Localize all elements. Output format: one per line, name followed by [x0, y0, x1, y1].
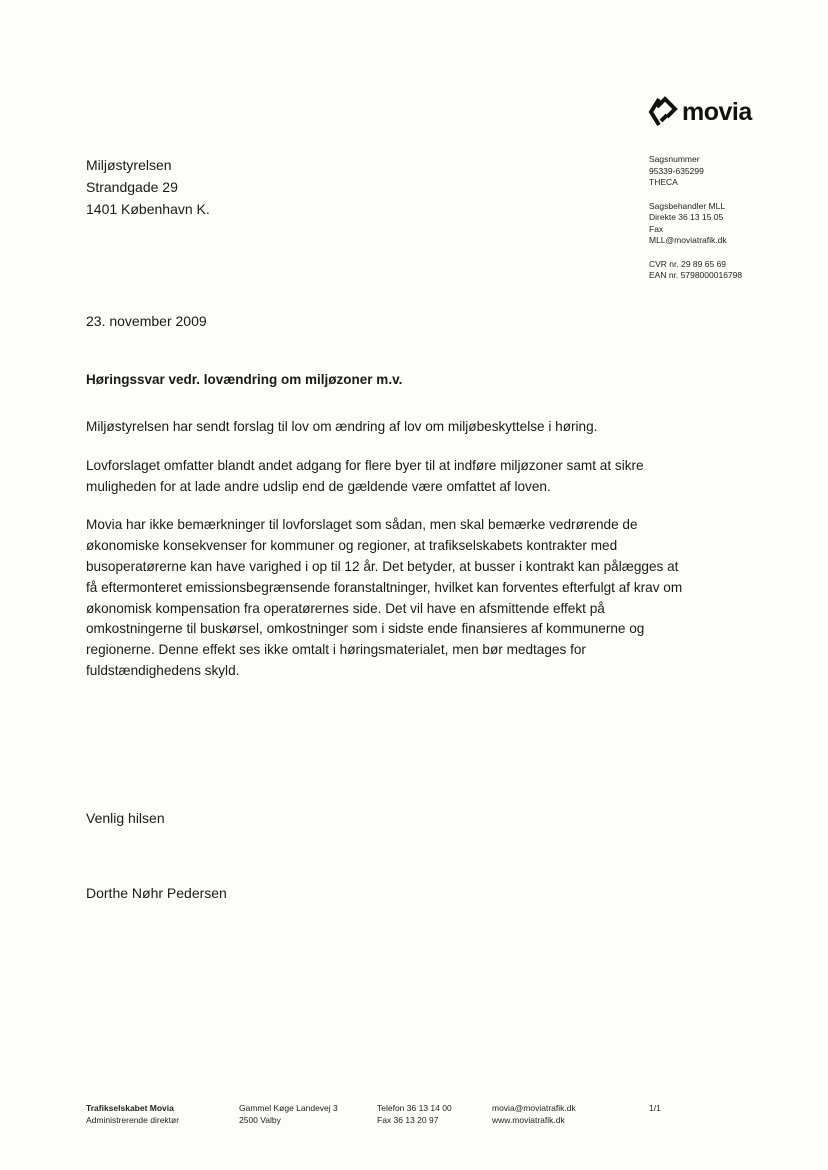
footer-phone: Telefon 36 13 14 00 — [377, 1103, 452, 1113]
footer-fax: Fax 36 13 20 97 — [377, 1115, 439, 1125]
recipient-name: Miljøstyrelsen — [86, 157, 172, 173]
registry-block — [649, 259, 819, 282]
footer-city: 2500 Valby — [239, 1115, 281, 1125]
page-number: 1/1 — [649, 1103, 661, 1113]
case-number: 95339-635299 — [649, 165, 704, 176]
direct-phone: Direkte 36 13 15 05 — [649, 212, 724, 222]
recipient-city: 1401 København K. — [86, 201, 210, 217]
movia-chevron-logo-icon — [648, 96, 678, 128]
movia-logo — [648, 96, 752, 128]
case-label: Sagsnummer — [649, 154, 700, 164]
letter-date: 23. november 2009 — [86, 313, 207, 329]
footer-web[interactable]: www.moviatrafik.dk — [492, 1115, 565, 1125]
footer-email[interactable]: movia@moviatrafik.dk — [492, 1103, 576, 1113]
letter-subject: Høringssvar vedr. lovændring om miljøzoner m.v. — [86, 372, 403, 387]
body-paragraph: Lovforslaget omfatter blandt andet adgang for flere byer til at indføre miljøzoner samt at sikre muligheden for at lade andre udslip end de gældende være omfattet af loven. — [86, 457, 644, 494]
footer-org-name: Trafikselskabet Movia — [86, 1103, 174, 1113]
case-block — [649, 154, 819, 189]
closing-greeting: Venlig hilsen — [86, 810, 165, 826]
footer-street: Gammel Køge Landevej 3 — [239, 1103, 338, 1113]
handler: Sagsbehandler MLL — [649, 200, 726, 211]
footer-address — [239, 1102, 338, 1126]
recipient-street: Strandgade 29 — [86, 179, 178, 195]
handler-email: MLL@moviatrafik.dk — [649, 235, 727, 245]
case-code: THECA — [649, 177, 678, 187]
logo-wordmark: movia — [682, 97, 752, 126]
footer-contact — [492, 1102, 576, 1126]
handler-block — [649, 201, 819, 247]
cvr-number: CVR nr. 29 89 65 69 — [649, 258, 727, 269]
signer-name: Dorthe Nøhr Pedersen — [86, 885, 227, 901]
footer-organisation — [86, 1102, 179, 1126]
case-info-column — [649, 154, 819, 282]
recipient-address — [86, 154, 210, 220]
fax-label: Fax — [649, 223, 664, 234]
body-paragraph: Miljøstyrelsen har sendt forslag til lov om ændring af lov om miljøbeskyttelse i høring. — [86, 419, 598, 434]
footer-role: Administrerende direktør — [86, 1115, 180, 1125]
body-paragraph: Movia har ikke bemærkninger til lovforslaget som sådan, men skal bemærke vedrørende de økonomiske konsekvenser for kommuner og regioner, at trafikselskabets kontrakter med busoperatørerne kan have varighed i op til 12 år. Det betyder, at busser i kontrakt kan pålægges at få eftermonteret emissionsbegrænsende foranstaltninger, hvilket kan forventes efterfulgt af krav om økonomisk kompensation fra operatørernes side. Det vil have en afsmittende effekt på omkostningerne til buskørsel, omkostninger som i sidste ende finansieres af kommunerne og regionerne. Denne effekt ses ikke omtalt i høringsmaterialet, men bør medtages for fuldstændighedens skyld. — [86, 517, 683, 678]
footer-phone-fax — [377, 1102, 452, 1126]
letter-body — [86, 417, 686, 700]
ean-number: EAN nr. 5798000016798 — [649, 270, 743, 280]
